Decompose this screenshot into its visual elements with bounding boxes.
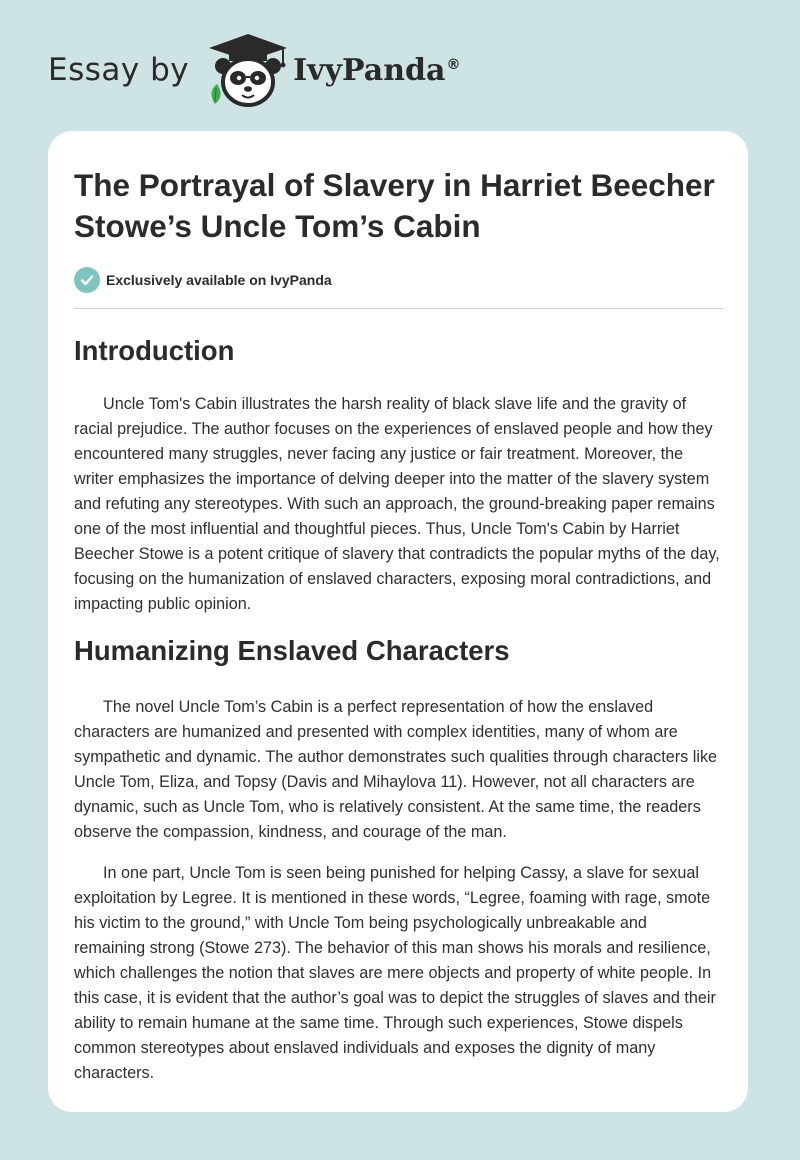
site-header [48, 30, 460, 110]
essay-card [48, 131, 748, 1112]
exclusive-badge-text: Exclusively available on IvyPanda [106, 272, 332, 288]
title-divider [74, 308, 723, 309]
section-heading-humanizing: Humanizing Enslaved Characters [74, 635, 510, 666]
essay-by-label: Essay by [48, 52, 190, 88]
check-icon [74, 267, 100, 293]
ivypanda-brand-name[interactable] [293, 53, 460, 88]
brand-name-text: IvyPanda [293, 52, 446, 88]
humanizing-paragraph-1: The novel Uncle Tom’s Cabin is a perfect representation of how the enslaved characters are humanized and presented with complex identities, many of whom are sympathetic and dynamic. The author demonstrates such qualities through characters like Uncle Tom, Eliza, and Topsy (Davis and Mihaylova 11). However, not all characters are dynamic, such as Uncle Tom, who is relatively consistent. At the same time, the readers observe the compassion, kindness, and courage of the man. [74, 698, 718, 841]
registered-mark: ® [446, 56, 461, 73]
exclusive-badge [74, 267, 722, 293]
panda-graduate-logo-icon[interactable] [203, 30, 293, 110]
humanizing-paragraph-2: In one part, Uncle Tom is seen being punished for helping Cassy, a slave for sexual exploitation by Legree. It is mentioned in these words, “Legree, foaming with rage, smote his victim to the ground,” with Uncle Tom being psychologically unbreakable and remaining strong (Stowe 273). The behavior of this man shows his morals and resilience, which challenges the notion that slaves are mere objects and property of white people. In this case, it is evident that the author’s goal was to depict the struggles of slaves and their ability to remain humane at the same time. Through such experiences, Stowe dispels common stereotypes about enslaved individuals and exposes the dignity of many characters. [74, 864, 716, 1082]
section-heading-introduction: Introduction [74, 335, 235, 366]
introduction-paragraph: Uncle Tom's Cabin illustrates the harsh reality of black slave life and the gravity of racial prejudice. The author focuses on the experiences of enslaved people and how they encountered many struggles, never facing any justice or fair treatment. Moreover, the writer emphasizes the importance of delving deeper into the matter of the slavery system and refuting any stereotypes. With such an approach, the ground-breaking paper remains one of the most influential and thoughtful pieces. Thus, Uncle Tom's Cabin by Harriet Beecher Stowe is a potent critique of slavery that contradicts the popular myths of the day, focusing on the humanization of enslaved characters, exposing moral contradictions, and impacting public opinion. [74, 395, 720, 613]
essay-title: The Portrayal of Slavery in Harriet Beecher Stowe’s Uncle Tom’s Cabin [74, 167, 715, 244]
